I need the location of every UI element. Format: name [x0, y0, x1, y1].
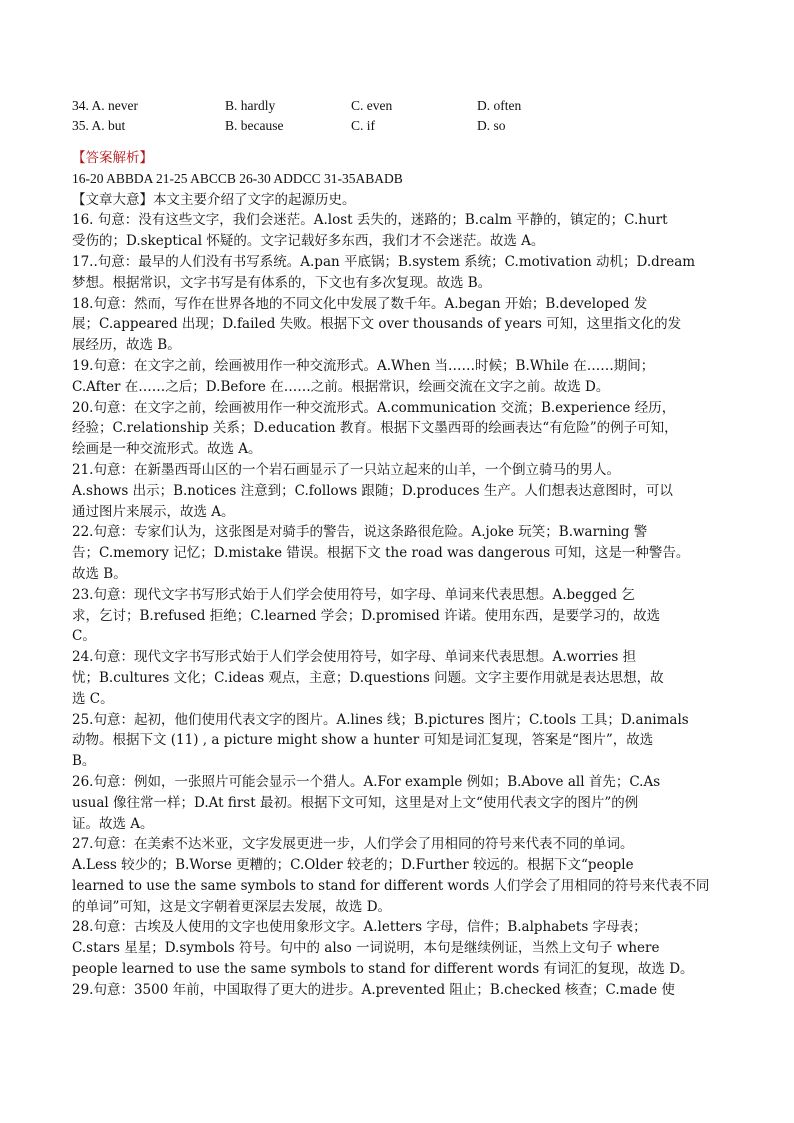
explanation-line: 告；C.memory 记忆；D.mistake 错误。根据下文 the road was dangerous 可知，这是一种警告。: [72, 545, 690, 562]
explanation-line: learned to use the same symbols to stand for different words 人们学会了用相同的符号来代表不同: [72, 877, 710, 894]
option-row-34: [72, 96, 722, 116]
document-page: [72, 96, 722, 1001]
explanation-line: 展经历，故选 B。: [72, 337, 181, 354]
explanation-line: C。: [72, 628, 96, 645]
explanation-line: people learned to use the same symbols to stand for different words 有词汇的复现，故选 D。: [72, 961, 694, 978]
option-34-b: B. hardly: [225, 98, 276, 113]
explanation-line: 梦想。根据常识，文字书写是有体系的，下文也有多次复现。故选 B。: [72, 274, 492, 291]
option-34-c: C. even: [351, 98, 393, 113]
explanation-line: 的单词”可知，这是文字朝着更深层去发展，故选 D。: [72, 898, 392, 915]
explanation-block: [72, 210, 722, 1000]
explanation-line: 通过图片来展示，故选 A。: [72, 503, 235, 520]
option-row-35: [72, 116, 722, 136]
option-35-a: 35. A. but: [72, 118, 126, 133]
explanation-line: 证。故选 A。: [72, 815, 154, 832]
answer-key: 16-20 ABBDA 21-25 ABCCB 26-30 ADDCC 31-35ABADB: [72, 170, 403, 186]
explanation-line: 经验；C.relationship 关系；D.education 教育。根据下文墨西哥的绘画表达“有危险”的例子可知，: [72, 420, 678, 437]
explanation-line: 20.句意：在文字之前，绘画被用作一种交流形式。A.communication 交流；B.experience 经历，: [72, 399, 676, 416]
explanation-line: 24.句意：现代文字书写形式始于人们学会使用符号，如字母、单词来代表思想。A.worries 担: [72, 649, 637, 666]
option-35-b: B. because: [225, 118, 284, 133]
explanation-line: A.shows 出示；B.notices 注意到；C.follows 跟随；D.produces 生产。人们想表达意图时，可以: [72, 482, 673, 499]
explanation-line: 26.句意：例如，一张照片可能会显示一个猎人。A.For example 例如；B.Above all 首先；C.As: [72, 773, 661, 790]
explanation-line: 27.句意：在美索不达米亚，文字发展更进一步，人们学会了用相同的符号来代表不同的单词。: [72, 836, 634, 853]
explanation-line: 17..句意：最早的人们没有书写系统。A.pan 平底锅；B.system 系统；C.motivation 动机；D.dream: [72, 253, 696, 270]
option-35-d: D. so: [477, 118, 506, 133]
explanation-line: 绘画是一种交流形式。故选 A。: [72, 441, 262, 458]
explanation-line: C.stars 星星；D.symbols 符号。句中的 also 一词说明，本句是继续例证，当然上文句子 where: [72, 940, 660, 957]
explanation-line: 16. 句意：没有这些文字，我们会迷茫。A.lost 丢失的，迷路的；B.calm 平静的，镇定的；C.hurt: [72, 212, 668, 229]
explanation-line: C.After 在……之后；D.Before 在……之前。根据常识，绘画交流在文字之前。故选 D。: [72, 378, 610, 395]
explanation-line: A.Less 较少的；B.Worse 更糟的；C.Older 较老的；D.Further 较远的。根据下文“people: [72, 857, 634, 874]
explanation-line: B。: [72, 753, 96, 770]
explanation-line: 21.句意：在新墨西哥山区的一个岩石画显示了一只站立起来的山羊，一个倒立骑马的男人。: [72, 461, 620, 478]
explanation-line: 选 C。: [72, 690, 114, 707]
explanation-line: 29.句意：3500 年前，中国取得了更大的进步。A.prevented 阻止；B.checked 核查；C.made 使: [72, 981, 675, 998]
option-34-d: D. often: [477, 98, 522, 113]
answer-heading: 【答案解析】: [72, 150, 153, 166]
explanation-line: 19.句意：在文字之前，绘画被用作一种交流形式。A.When 当……时候；B.While 在……期间；: [72, 357, 655, 374]
option-34-a: 34. A. never: [72, 98, 138, 113]
explanation-line: 故选 B。: [72, 565, 127, 582]
option-35-c: C. if: [351, 118, 376, 133]
explanation-line: 求，乞讨；B.refused 拒绝；C.learned 学会；D.promised 许诺。使用东西，是要学习的，故选: [72, 607, 661, 624]
article-summary: 【文章大意】本文主要介绍了文字的起源历史。: [72, 191, 356, 208]
explanation-line: 28.句意：古埃及人使用的文字也使用象形文字。A.letters 字母，信件；B.alphabets 字母表；: [72, 919, 647, 936]
explanation-line: 忧；B.cultures 文化；C.ideas 观点，主意；D.questions 问题。文字主要作用就是表达思想，故: [72, 669, 664, 686]
explanation-line: 23.句意：现代文字书写形式始于人们学会使用符号，如字母、单词来代表思想。A.begged 乞: [72, 586, 635, 603]
explanation-line: 18.句意：然而，写作在世界各地的不同文化中发展了数千年。A.began 开始；B.developed 发: [72, 295, 648, 312]
explanation-line: usual 像往常一样；D.At first 最初。根据下文可知，这里是对上文“使用代表文字的图片”的例: [72, 794, 639, 811]
explanation-line: 动物。根据下文 (11) , a picture might show a hunter 可知是词汇复现，答案是“图片”，故选: [72, 732, 654, 749]
explanation-line: 展；C.appeared 出现；D.failed 失败。根据下文 over thousands of years 可知，这里指文化的发: [72, 316, 682, 333]
explanation-line: 25.句意：起初，他们使用代表文字的图片。A.lines 线；B.pictures 图片；C.tools 工具；D.animals: [72, 711, 689, 728]
explanation-line: 22.句意：专家们认为，这张图是对骑手的警告，说这条路很危险。A.joke 玩笑；B.warning 警: [72, 524, 648, 541]
explanation-line: 受伤的；D.skeptical 怀疑的。文字记载好多东西，我们才不会迷茫。故选 A。: [72, 233, 545, 250]
